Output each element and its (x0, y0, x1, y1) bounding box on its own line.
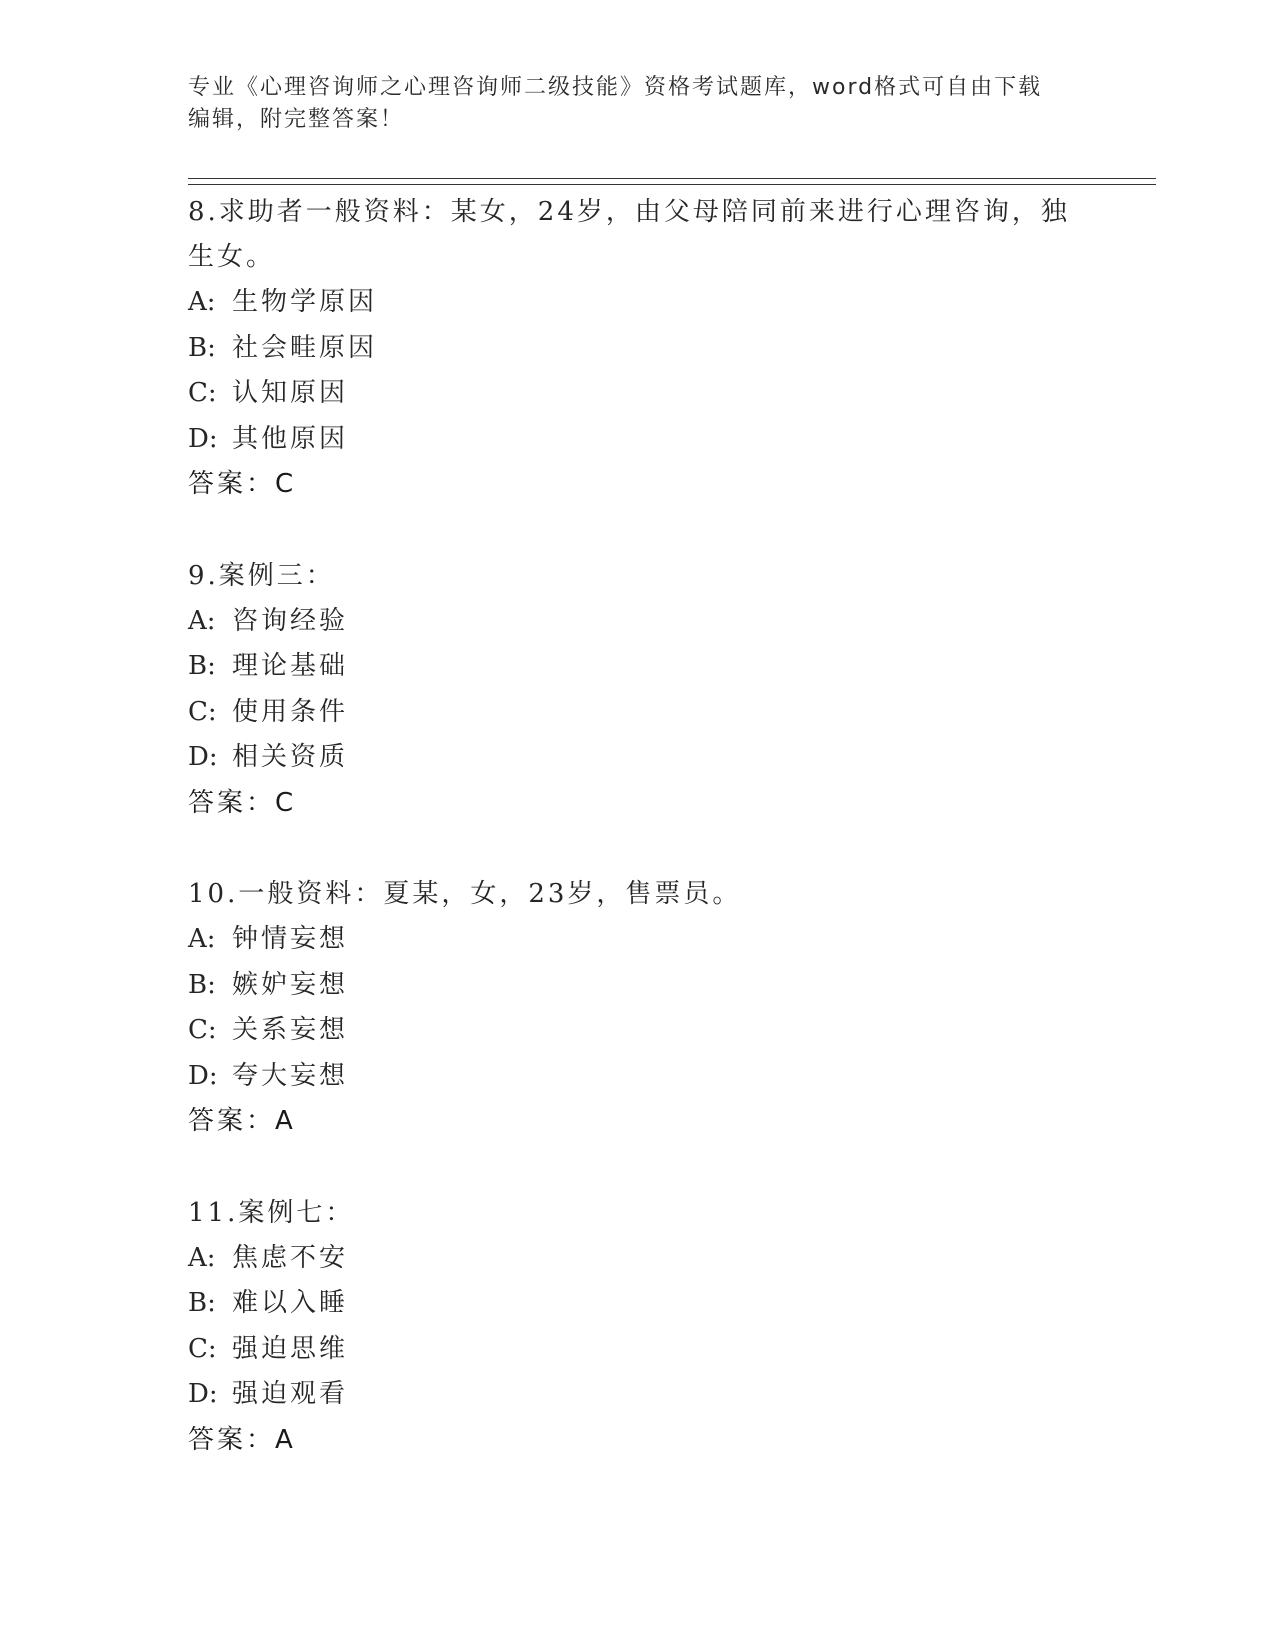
option-text: 焦虑不安 (232, 1242, 349, 1273)
option-d (188, 735, 1088, 781)
option-text: 生物学原因 (232, 287, 378, 317)
option-b (188, 1281, 1088, 1327)
option-letter: C: (188, 696, 217, 727)
header-divider-top (188, 178, 1156, 179)
option-text: 强迫观看 (232, 1379, 349, 1409)
header-line-2: 编辑，附完整答案！ (188, 107, 405, 132)
option-letter: D: (188, 1060, 218, 1091)
option-letter: D: (188, 742, 218, 772)
option-letter: A: (188, 924, 216, 954)
option-text: 社会畦原因 (232, 332, 378, 363)
option-letter: B: (188, 651, 216, 681)
option-text: 其他原因 (232, 423, 349, 454)
option-letter: C: (188, 1015, 217, 1045)
option-letter: B: (188, 1288, 216, 1318)
question-item (188, 1191, 1088, 1464)
question-item (188, 872, 1088, 1145)
answer-line (188, 462, 1088, 508)
answer-label: 答案： (188, 787, 276, 818)
question-stem: 11.案例七： (188, 1197, 355, 1228)
option-letter: D: (188, 1379, 218, 1409)
option-d (188, 417, 1088, 463)
answer-label: 答案： (188, 1106, 276, 1136)
option-b (188, 326, 1088, 372)
option-d (188, 1054, 1088, 1100)
answer-value: A (275, 1424, 296, 1455)
answer-line (188, 1418, 1088, 1464)
option-a (188, 280, 1088, 326)
question-item (188, 554, 1088, 827)
answer-value: C (275, 469, 297, 499)
option-c (188, 1327, 1088, 1373)
answer-label: 答案： (188, 1424, 276, 1455)
option-a (188, 1236, 1088, 1282)
option-a (188, 917, 1088, 963)
answer-label: 答案： (188, 469, 276, 499)
option-c (188, 371, 1088, 417)
option-letter: C: (188, 1333, 217, 1364)
option-text: 理论基础 (232, 651, 349, 681)
option-text: 强迫思维 (232, 1333, 349, 1364)
option-b (188, 963, 1088, 1009)
option-b (188, 644, 1088, 690)
option-text: 相关资质 (232, 742, 349, 772)
question-list (188, 190, 1088, 1509)
option-text: 难以入睡 (232, 1288, 349, 1318)
option-c (188, 690, 1088, 736)
option-letter: A: (188, 287, 216, 317)
answer-line (188, 781, 1088, 827)
option-a (188, 599, 1088, 645)
answer-value: C (275, 787, 297, 818)
option-text: 嫉妒妄想 (232, 969, 349, 1000)
option-text: 夸大妄想 (232, 1060, 349, 1091)
option-text: 认知原因 (232, 378, 349, 408)
answer-value: A (275, 1106, 296, 1136)
question-item (188, 190, 1088, 508)
option-c (188, 1008, 1088, 1054)
answer-line (188, 1099, 1088, 1145)
option-letter: B: (188, 332, 216, 363)
header-line-1: 专业《心理咨询师之心理咨询师二级技能》资格考试题库，word格式可自由下载 (188, 75, 1043, 100)
option-letter: B: (188, 969, 216, 1000)
option-letter: A: (188, 1242, 216, 1273)
question-stem: 8.求助者一般资料：某女，24岁，由父母陪同前来进行心理咨询，独生女。 (188, 197, 1070, 272)
question-stem: 9.案例三： (188, 560, 335, 591)
option-text: 使用条件 (232, 696, 349, 727)
option-d (188, 1372, 1088, 1418)
option-letter: C: (188, 378, 217, 408)
option-text: 咨询经验 (232, 605, 349, 636)
option-letter: D: (188, 423, 218, 454)
option-letter: A: (188, 605, 216, 636)
header-divider-bottom (188, 184, 1156, 185)
question-stem: 10.一般资料：夏某，女，23岁，售票员。 (188, 879, 742, 909)
option-text: 关系妄想 (232, 1015, 349, 1045)
document-header (188, 72, 1088, 136)
option-text: 钟情妄想 (232, 924, 349, 954)
